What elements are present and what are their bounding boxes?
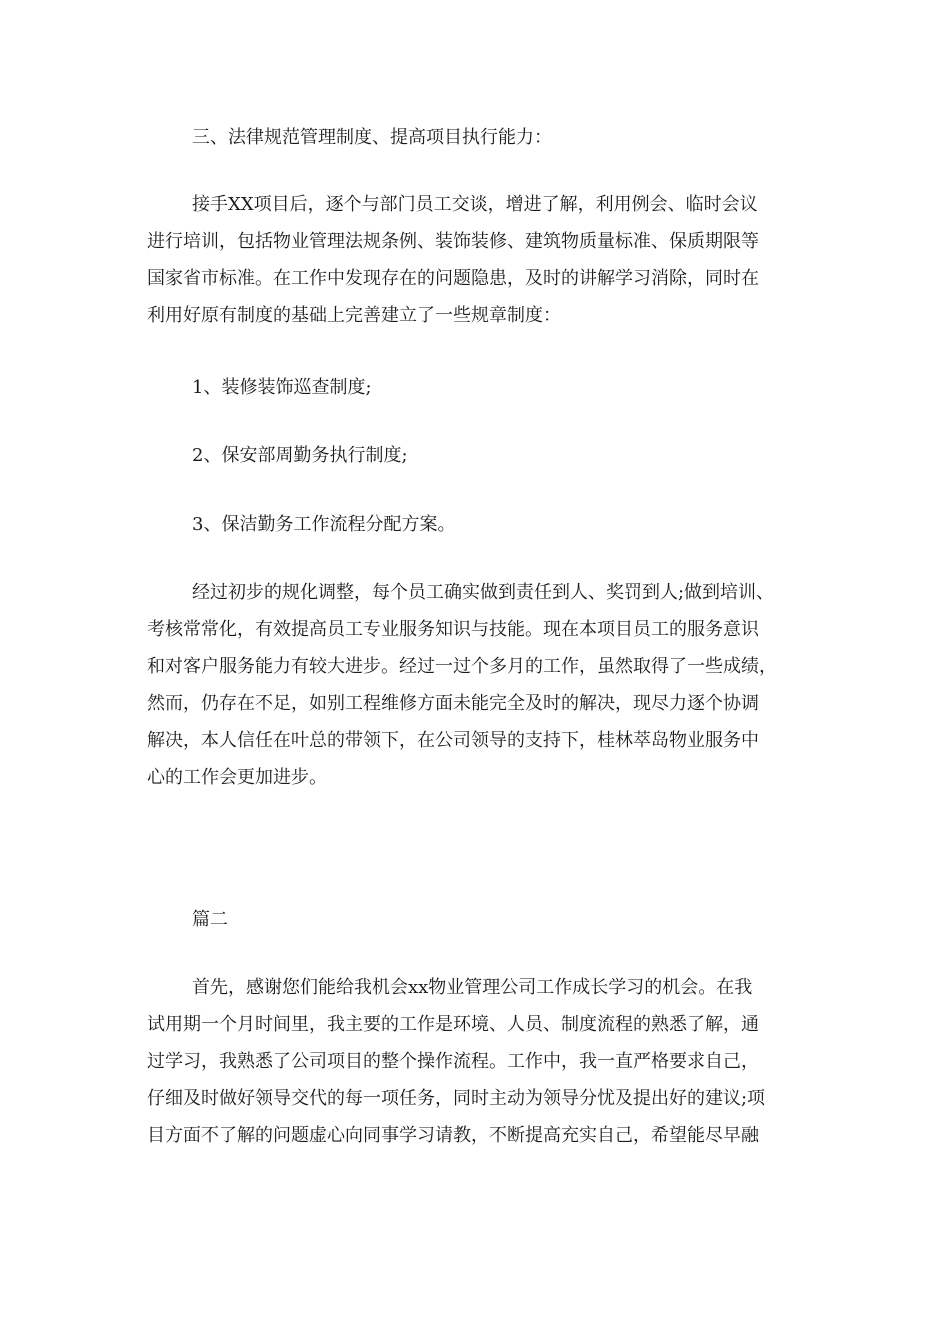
paragraph-line: 考核常常化，有效提高员工专业服务知识与技能。现在本项目员工的服务意识 <box>147 619 759 640</box>
paragraph-line: 解决，本人信任在叶总的带领下，在公司领导的支持下，桂林萃岛物业服务中 <box>147 730 759 751</box>
paragraph-part-two <box>147 969 807 1154</box>
paragraph-line: 目方面不了解的问题虚心向同事学习请教，不断提高充实自己，希望能尽早融 <box>147 1125 759 1146</box>
paragraph-line: 经过初步的规化调整，每个员工确实做到责任到人、奖罚到人;做到培训、 <box>192 582 775 603</box>
paragraph-line: 接手XX项目后，逐个与部门员工交谈，增进了解，利用例会、临时会议 <box>192 194 758 215</box>
paragraph-regulations <box>147 186 807 334</box>
paragraph-line: 国家省市标准。在工作中发现存在的问题隐患，及时的讲解学习消除，同时在 <box>147 268 759 289</box>
list-item-1: 1、装修装饰巡查制度; <box>192 377 372 398</box>
paragraph-line: 过学习，我熟悉了公司项目的整个操作流程。工作中，我一直严格要求自己， <box>147 1051 759 1072</box>
paragraph-line: 进行培训，包括物业管理法规条例、装饰装修、建筑物质量标准、保质期限等 <box>147 231 759 252</box>
paragraph-line: 仔细及时做好领导交代的每一项任务，同时主动为领导分忧及提出好的建议;项 <box>147 1088 766 1109</box>
paragraph-results <box>147 574 807 796</box>
paragraph-line: 和对客户服务能力有较大进步。经过一过个多月的工作，虽然取得了一些成绩， <box>147 656 777 677</box>
paragraph-line: 利用好原有制度的基础上完善建立了一些规章制度： <box>147 305 561 326</box>
list-item-3: 3、保洁勤务工作流程分配方案。 <box>192 514 456 535</box>
paragraph-line: 心的工作会更加进步。 <box>147 767 327 788</box>
paragraph-line: 首先，感谢您们能给我机会xx物业管理公司工作成长学习的机会。在我 <box>192 977 753 998</box>
list-item-2: 2、保安部周勤务执行制度; <box>192 445 408 466</box>
paragraph-line: 然而，仍存在不足，如别工程维修方面未能完全及时的解决，现尽力逐个协调 <box>147 693 759 714</box>
paragraph-line: 试用期一个月时间里，我主要的工作是环境、人员、制度流程的熟悉了解，通 <box>147 1014 759 1035</box>
section-heading: 三、法律规范管理制度、提高项目执行能力： <box>192 127 552 148</box>
part-title: 篇二 <box>192 909 228 930</box>
